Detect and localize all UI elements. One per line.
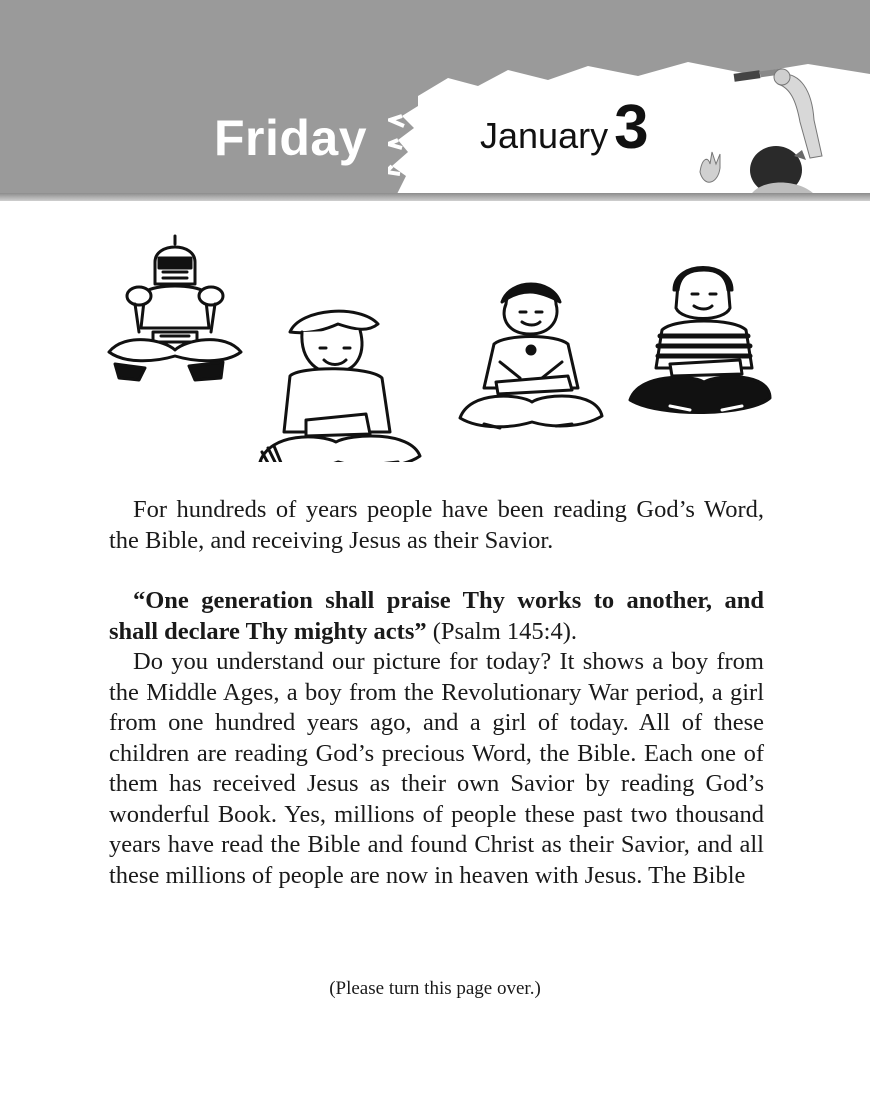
knight-reading-icon <box>109 236 241 380</box>
verse-paragraph <box>109 586 764 647</box>
body-paragraph: Do you understand our picture for today? It shows a boy from the Middle Ages, a boy from the Revolutionary War period, a girl from one hundred years ago, and a girl of today. All of these children are reading God’s precious Word, the Bible. Each one of them has received Jesus as their own Savior by reading God’s wonderful Book. Yes, millions of people these past two thousand years have read the Bible and found Christ as their Savior, and all these millions of people are now in heaven with Jesus. The Bible <box>109 648 764 889</box>
children-reading-illustration <box>105 232 775 462</box>
turn-page-note: (Please turn this page over.) <box>329 978 541 999</box>
child-painting-wall-icon <box>690 60 870 196</box>
weekday-label: Friday <box>214 110 368 166</box>
girl-reading-icon <box>460 284 602 428</box>
verse-reference: (Psalm 145:4). <box>432 617 578 645</box>
modern-girl-reading-icon <box>630 268 770 413</box>
header-divider <box>0 193 870 201</box>
intro-paragraph: For hundreds of years people have been reading God’s Word, the Bible, and receiving Jesus as their Savior. <box>109 496 764 554</box>
verse-quote: “One generation shall praise Thy works to another, and shall declare Thy mighty acts” <box>109 587 764 645</box>
month-label: January <box>480 115 609 156</box>
day-number: 3 <box>614 93 649 162</box>
date-label <box>480 93 649 166</box>
revolutionary-boy-reading-icon <box>260 311 420 462</box>
devotional-text <box>109 495 764 891</box>
